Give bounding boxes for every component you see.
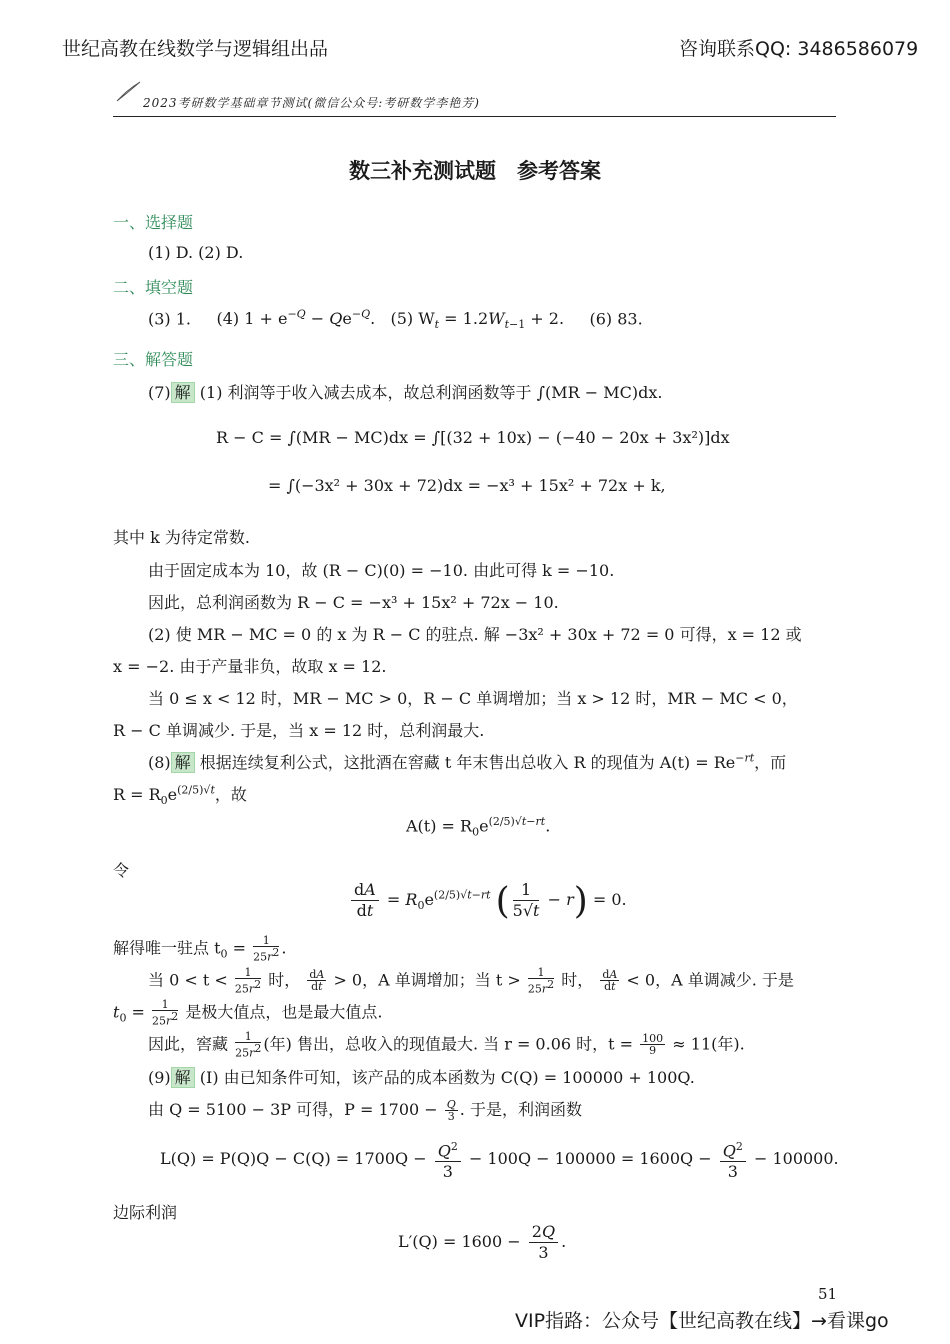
p9-b1: 由 Q = 5100 − 3P 可得，P = 1700 − — [148, 1100, 438, 1119]
section-fill: 二、填空题 — [113, 278, 194, 297]
p7-intro-text: (1) 利润等于收入减去成本，故总利润函数等于 ∫(MR − MC)dx. — [199, 383, 663, 402]
p8-t6a: 当 0 < t < — [148, 970, 228, 990]
p8-eqA: $A(t) = R_0e^{(2/5)√t-rt}$. — [406, 815, 551, 839]
fill-5-text: (5) W — [390, 309, 435, 329]
p8-text8 — [148, 1031, 745, 1059]
p8-R-text: R = R — [113, 785, 161, 804]
header-rule — [113, 116, 836, 117]
fill-5: (5) $W_t = 1.2W_{t-1} + 2$. — [390, 309, 565, 332]
p8-sol1-text: 解得唯一驻点 t — [113, 938, 221, 958]
frac-Q2-3: $\frac{Q^2}{3}$ — [720, 1137, 746, 1182]
solution-tag: 解 — [171, 1067, 195, 1088]
fill-4-text: (4) 1 + e — [216, 309, 288, 329]
p7-eq1: R − C = ∫(MR − MC)dx = ∫[(32 + 10x) − (−40 − 20x + 3x²)]dx — [216, 428, 730, 447]
p9-num: (9) — [148, 1068, 171, 1087]
frac-Q2-3: $\frac{Q^2}{3}$ — [435, 1137, 461, 1182]
quill-logo-icon — [116, 80, 142, 102]
p7-text3: 因此，总利润函数为 R − C = −x³ + 15x² + 72x − 10. — [148, 593, 559, 612]
p8-t8b: (年) 售出，总收入的现值最大. 当 r = 0.06 时，t = — [263, 1034, 634, 1054]
section-solve: 三、解答题 — [113, 350, 194, 369]
header-left: 世纪高教在线数学与逻辑组出品 — [62, 38, 329, 60]
fill-4: (4) $1 + e^{-Q} - Qe^{-Q}$. — [216, 308, 376, 329]
p8-R-tail: ，故 — [214, 785, 247, 804]
frac-1-25r2: $\frac{1}{25r^2}$ — [234, 966, 262, 996]
p9-eqM2: . — [561, 1232, 567, 1251]
p9-eqL — [160, 1137, 839, 1182]
frac-1-25r2: $\frac{1}{25r^2}$ — [152, 998, 179, 1028]
p8-num: (8) — [148, 753, 171, 772]
section-choice: 一、选择题 — [113, 213, 194, 232]
frac-dA-dt: $\frac{dA}{dt}$ — [309, 968, 325, 994]
one-over-5sqrt-t: $\frac{1}{5√t}$ — [512, 880, 540, 920]
p8-ling: 令 — [113, 861, 130, 880]
p7-text5a: 当 0 ≤ x < 12 时，MR − MC > 0，R − C 单调增加；当 x > 12 时，MR − MC < 0， — [148, 689, 798, 708]
p8-text7: $t_0$ = $\frac{1}{25r^2}$ 是极大值点，也是最大值点. — [113, 998, 383, 1028]
p9-eqM — [398, 1222, 566, 1263]
frac-1-25r2: $\frac{1}{25r^2}$ — [235, 1030, 262, 1060]
footer-vip: VIP指路：公众号【世纪高教在线】→看课go — [515, 1310, 889, 1332]
solution-tag: 解 — [171, 752, 195, 773]
p8-t8a: 因此，窖藏 — [148, 1034, 229, 1054]
choice-answers: (1) D. (2) D. — [148, 243, 244, 262]
p9-marginal-label: 边际利润 — [113, 1203, 178, 1222]
p8-eqA-text: A(t) = R — [406, 816, 473, 836]
p9-eqL2: − 100Q − 100000 = 1600Q − — [468, 1149, 712, 1169]
p9-eqL3: − 100000. — [753, 1149, 839, 1169]
page-number: 51 — [818, 1285, 838, 1303]
p7-text1: 其中 k 为待定常数. — [113, 528, 250, 547]
frac-dA-dt: $\frac{dA}{dt}$ — [602, 968, 618, 994]
p7-num: (7) — [148, 383, 171, 402]
p9-price — [148, 1097, 582, 1122]
p7-text4b: x = −2. 由于产量非负，故取 x = 12. — [113, 657, 387, 676]
p9-eqL1: L(Q) = P(Q)Q − C(Q) = 1700Q − — [160, 1149, 427, 1169]
frac-2Q-3: $\frac{2Q}{3}$ — [529, 1222, 558, 1263]
p8-intro-text: 根据连续复利公式，这批酒在窖藏 t 年末售出总收入 R 的现值为 A(t) = Re — [199, 753, 736, 772]
p9-intro — [148, 1065, 695, 1088]
p8-t7: 是极大值点，也是最大值点. — [185, 1002, 383, 1022]
fill-answers — [148, 308, 643, 332]
p9-intro-text: (I) 由已知条件可知，该产品的成本函数为 C(Q) = 100000 + 100Q. — [199, 1068, 695, 1087]
p8-R: $R = R_0e^{(2/5)√t}$，故 — [113, 783, 247, 808]
fill-3: (3) 1. — [148, 309, 192, 329]
p7-text2: 由于固定成本为 10，故 (R − C)(0) = −10. 由此可得 k = −10. — [148, 561, 615, 580]
p7-eq2: = ∫(−3x² + 30x + 72)dx = −x³ + 15x² + 72x + k, — [268, 476, 666, 495]
p9-b2: . 于是，利润函数 — [459, 1100, 582, 1119]
header-right: 咨询联系QQ: 3486586079 — [679, 38, 919, 60]
frac-1-25r2: $\frac{1}{25r^2}$ — [253, 934, 280, 964]
frac-1-25r2: $\frac{1}{25r^2}$ — [527, 966, 555, 996]
p8-t6c: > 0，A 单调增加；当 t > — [333, 970, 521, 990]
solution-tag: 解 — [171, 382, 195, 403]
frac-100-9: $\frac{100}{9}$ — [642, 1032, 664, 1058]
p8-t6b-2: 时， — [561, 970, 594, 990]
page-title: 数三补充测试题 参考答案 — [349, 159, 601, 183]
p8-t8c: ≈ 11(年). — [672, 1034, 745, 1054]
p7-text5b: R − C 单调减少. 于是，当 x = 12 时，总利润最大. — [113, 721, 485, 740]
frac-Q-3: $\frac{Q}{3}$ — [446, 1098, 456, 1123]
fill-6: (6) 83. — [589, 309, 643, 329]
p7-intro — [148, 380, 662, 403]
p9-eqM1: L′(Q) = 1600 − — [398, 1232, 521, 1251]
p8-t6b: 时， — [268, 970, 301, 990]
dA-dt-frac: $\frac{dA}{dt}$ — [351, 880, 379, 921]
p8-t6d: < 0，A 单调减少. 于是 — [626, 970, 794, 990]
p8-intro: (8) 解 根据连续复利公式，这批酒在窖藏 t 年末售出总收入 R 的现值为 $A(t) = Re^{-rt}$，而 — [148, 751, 787, 772]
p8-text6 — [148, 967, 794, 995]
p7-text4a: (2) 使 MR − MC = 0 的 x 为 R − C 的驻点. 解 −3x² + 30x + 72 = 0 可得，x = 12 或 — [148, 625, 802, 644]
p8-deriv-eq: $\frac{dA}{dt}$ = $R_0e^{(2/5)√t-rt}$ ( $\frac{1}{5√t}$ − r) = 0. — [348, 880, 627, 922]
p8-intro-tail: ，而 — [754, 753, 787, 772]
p8-sol1: 解得唯一驻点 $t_0$ = $\frac{1}{25r^2}$ . — [113, 934, 287, 964]
subtitle: 2023考研数学基础章节测试(微信公众号:考研数学李艳芳) — [143, 96, 480, 110]
